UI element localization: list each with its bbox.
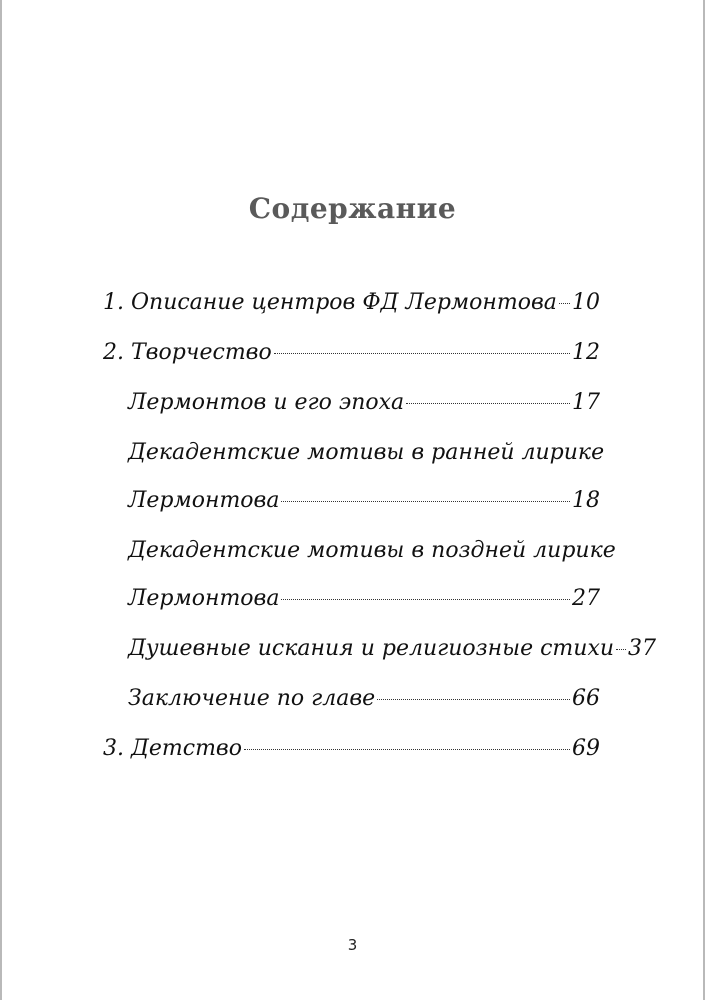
toc-leader-dots bbox=[406, 403, 570, 404]
toc-entry-early-lyrics-line2[interactable] bbox=[128, 486, 600, 516]
toc-leader-dots bbox=[559, 303, 570, 304]
toc-leader-dots bbox=[281, 501, 570, 502]
toc-entry-page: 66 bbox=[572, 686, 600, 711]
toc-leader-dots bbox=[377, 699, 570, 700]
toc-entry-label: Лермонтов и его эпоха bbox=[128, 390, 405, 415]
toc-entry-label: Лермонтова bbox=[128, 488, 280, 513]
toc-entry-late-lyrics-line1[interactable] bbox=[128, 536, 616, 566]
page-number: 3 bbox=[347, 936, 358, 954]
toc-entry-label: 2. Творчество bbox=[103, 340, 272, 365]
toc-entry-label: Лермонтова bbox=[128, 586, 280, 611]
toc-leader-dots bbox=[274, 353, 570, 354]
toc-leader-dots bbox=[244, 749, 570, 750]
toc-entry-late-lyrics-line2[interactable] bbox=[128, 584, 600, 614]
toc-entry-page: 69 bbox=[572, 736, 600, 761]
toc-entry-page: 17 bbox=[572, 390, 600, 415]
toc-entry-chapter-2[interactable] bbox=[103, 338, 600, 368]
toc-entry-lermontov-epoch[interactable] bbox=[128, 388, 600, 418]
toc-entry-label: Декадентские мотивы в поздней лирике bbox=[128, 538, 616, 563]
toc-entry-label: 3. Детство bbox=[103, 736, 242, 761]
toc-entry-chapter-3[interactable] bbox=[103, 734, 600, 764]
toc-entry-page: 27 bbox=[572, 586, 600, 611]
toc-entry-label: Декадентские мотивы в ранней лирике bbox=[128, 440, 605, 465]
toc-leader-dots bbox=[616, 649, 626, 650]
toc-entry-label: 1. Описание центров ФД Лермонтова bbox=[103, 290, 557, 315]
toc-leader-dots bbox=[281, 599, 570, 600]
toc-entry-chapter-conclusion[interactable] bbox=[128, 684, 600, 714]
toc-entry-page: 37 bbox=[628, 636, 657, 661]
toc-entry-early-lyrics-line1[interactable] bbox=[128, 438, 605, 468]
toc-entry-spiritual-search[interactable] bbox=[128, 634, 657, 664]
page-title: Содержание bbox=[248, 192, 457, 225]
toc-entry-page: 10 bbox=[572, 290, 600, 315]
toc-entry-label: Душевные искания и религиозные стихи bbox=[128, 636, 615, 661]
toc-entry-chapter-1[interactable] bbox=[103, 288, 600, 318]
toc-entry-page: 18 bbox=[572, 488, 600, 513]
toc-entry-page: 12 bbox=[572, 340, 600, 365]
toc-entry-label: Заключение по главе bbox=[128, 686, 376, 711]
